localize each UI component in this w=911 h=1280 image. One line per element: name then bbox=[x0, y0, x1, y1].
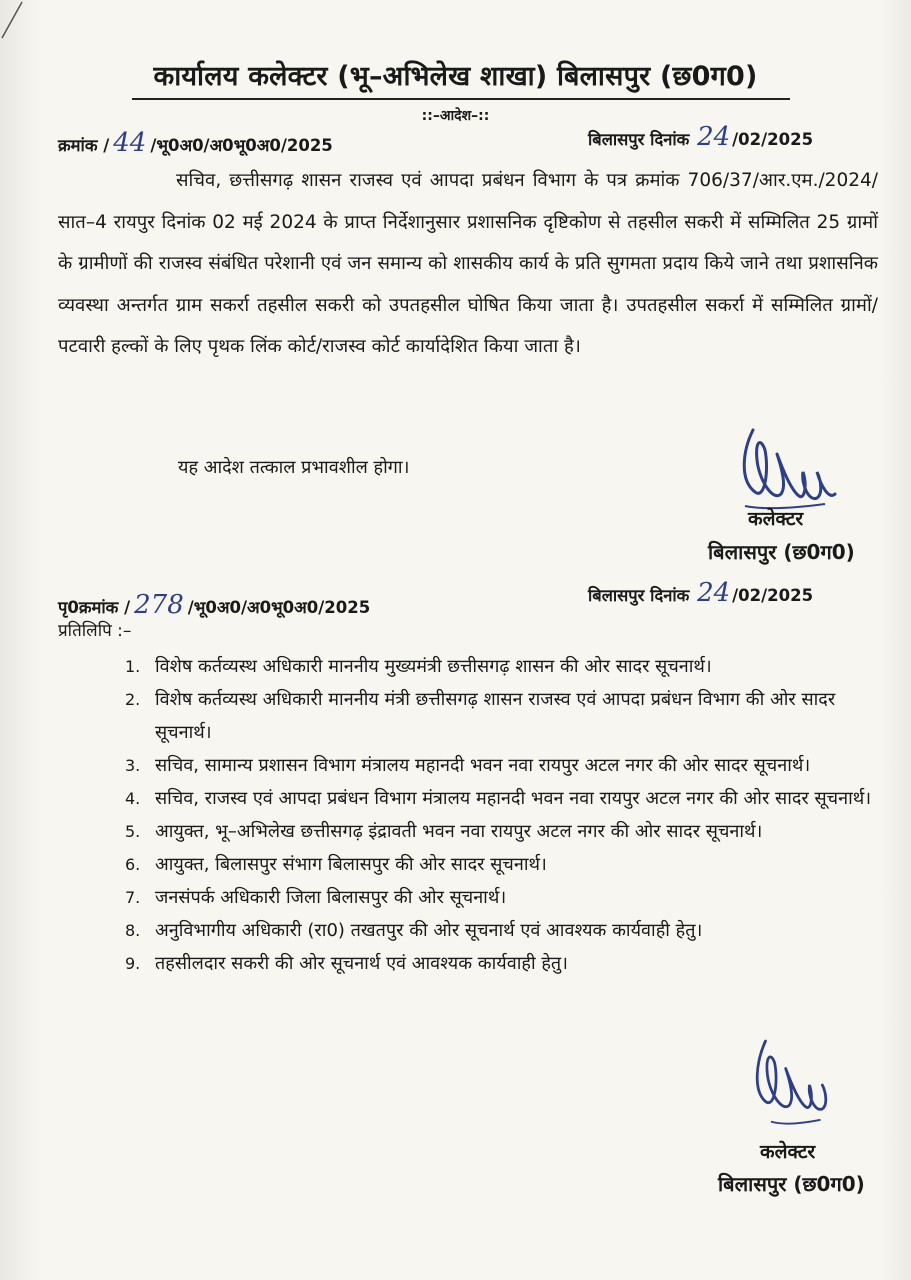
order-date-line bbox=[588, 122, 813, 152]
list-item bbox=[125, 914, 885, 947]
title-underline bbox=[132, 98, 790, 100]
list-item bbox=[125, 683, 885, 749]
copy-number-suffix: /भू0अ0/अ0भू0अ0/2025 bbox=[187, 598, 371, 617]
list-item-text: आयुक्त, भू–अभिलेख छत्तीसगढ़ इंद्रावती भवन नवा रायपुर अटल नगर की ओर सादर सूचनार्थ। bbox=[155, 821, 763, 842]
order-body-text: सचिव, छत्तीसगढ़ शासन राजस्व एवं आपदा प्रबंधन विभाग के पत्र क्रमांक 706/37/आर.एम./2024/सात–4 रायपुर दिनांक 02 मई 2024 के प्राप्त निर्देशानुसार प्रशासनिक दृष्टिकोण से तहसील सकरी में सम्मिलित 25 ग्रामों के ग्रामीणों की राजस्व संबंधित परेशानी एवं जन समान्य को शासकीय कार्य के प्रति सुगमता प्रदाय किये जाने तथा प्रशासनिक व्यवस्था अन्तर्गत ग्राम सकर्रा तहसील सकरी को उपतहसील घोषित किया जाता है। उपतहसील सकर्रा में सम्मिलित ग्रामों/पटवारी हल्कों के लिए पृथक लिंक कोर्ट/राजस्व कोर्ट कार्यादेशित किया जाता है। bbox=[58, 170, 878, 357]
list-item-text: अनुविभागीय अधिकारी (रा0) तखतपुर की ओर सूचनार्थ एवं आवश्यक कार्यवाही हेतु। bbox=[155, 920, 703, 941]
list-item-number: 8. bbox=[125, 921, 141, 940]
list-item-text: विशेष कर्तव्यस्थ अधिकारी माननीय मंत्री छत्तीसगढ़ शासन राजस्व एवं आपदा प्रबंधन विभाग की ओर सादर सूचनार्थ। bbox=[155, 689, 836, 743]
list-item bbox=[125, 815, 885, 848]
order-number-line bbox=[58, 128, 333, 158]
signature-2-place: बिलासपुर (छ0ग0) bbox=[718, 1172, 865, 1196]
order-date-suffix: /02/2025 bbox=[732, 130, 814, 149]
copy-number-prefix: पृ0क्रमांक / bbox=[58, 598, 131, 617]
order-number-handwritten: 44 bbox=[113, 128, 147, 158]
list-item-number: 5. bbox=[125, 822, 141, 841]
list-item bbox=[125, 848, 885, 881]
copy-label: प्रतिलिपि :– bbox=[58, 621, 132, 641]
copy-date-line bbox=[588, 578, 813, 608]
copy-date-suffix: /02/2025 bbox=[732, 586, 814, 605]
list-item-number: 6. bbox=[125, 855, 141, 874]
list-item bbox=[125, 782, 885, 815]
list-item-number: 3. bbox=[125, 756, 141, 775]
copy-date-label: बिलासपुर दिनांक bbox=[588, 586, 690, 605]
list-item-number: 1. bbox=[125, 657, 141, 676]
order-number-suffix: /भू0अ0/अ0भू0अ0/2025 bbox=[150, 136, 333, 155]
collector-signature-2 bbox=[738, 1030, 848, 1140]
list-item-text: आयुक्त, बिलासपुर संभाग बिलासपुर की ओर सादर सूचनार्थ। bbox=[155, 854, 547, 875]
order-number-prefix: क्रमांक / bbox=[58, 136, 110, 155]
list-item bbox=[125, 881, 885, 914]
order-heading: ::–आदेश–:: bbox=[421, 108, 490, 124]
copy-recipients-list bbox=[125, 650, 885, 980]
list-item-text: जनसंपर्क अधिकारी जिला बिलासपुर की ओर सूचनार्थ। bbox=[155, 887, 507, 908]
copy-number-line bbox=[58, 590, 370, 620]
list-item-text: विशेष कर्तव्यस्थ अधिकारी माननीय मुख्यमंत्री छत्तीसगढ़ शासन की ओर सादर सूचनार्थ। bbox=[155, 656, 712, 677]
effect-line: यह आदेश तत्काल प्रभावशील होगा। bbox=[178, 457, 410, 478]
list-item-text: सचिव, सामान्य प्रशासन विभाग मंत्रालय महानदी भवन नवा रायपुर अटल नगर की ओर सादर सूचनार्थ। bbox=[155, 755, 811, 776]
order-date-handwritten-day: 24 bbox=[697, 122, 731, 152]
list-item bbox=[125, 749, 885, 782]
list-item-number: 2. bbox=[125, 690, 141, 709]
list-item-text: तहसीलदार सकरी की ओर सूचनार्थ एवं आवश्यक कार्यवाही हेतु। bbox=[155, 953, 568, 974]
copy-number-handwritten: 278 bbox=[134, 590, 184, 620]
list-item bbox=[125, 650, 885, 683]
signature-1-title: कलेक्टर bbox=[748, 508, 804, 530]
list-item-text: सचिव, राजस्व एवं आपदा प्रबंधन विभाग मंत्रालय महानदी भवन नवा रायपुर अटल नगर की ओर सादर सूचनार्थ। bbox=[155, 788, 872, 809]
signature-2-title: कलेक्टर bbox=[760, 1141, 816, 1163]
list-item-number: 4. bbox=[125, 789, 141, 808]
list-item bbox=[125, 947, 885, 980]
office-title: कार्यालय कलेक्टर (भू–अभिलेख शाखा) बिलासपुर (छ0ग0) bbox=[153, 61, 758, 92]
order-body-paragraph bbox=[58, 160, 878, 368]
list-item-number: 7. bbox=[125, 888, 141, 907]
list-item-number: 9. bbox=[125, 954, 141, 973]
corner-pen-mark bbox=[0, 0, 30, 40]
order-date-label: बिलासपुर दिनांक bbox=[588, 130, 690, 149]
signature-1-place: बिलासपुर (छ0ग0) bbox=[708, 540, 855, 564]
copy-date-handwritten-day: 24 bbox=[697, 578, 731, 608]
